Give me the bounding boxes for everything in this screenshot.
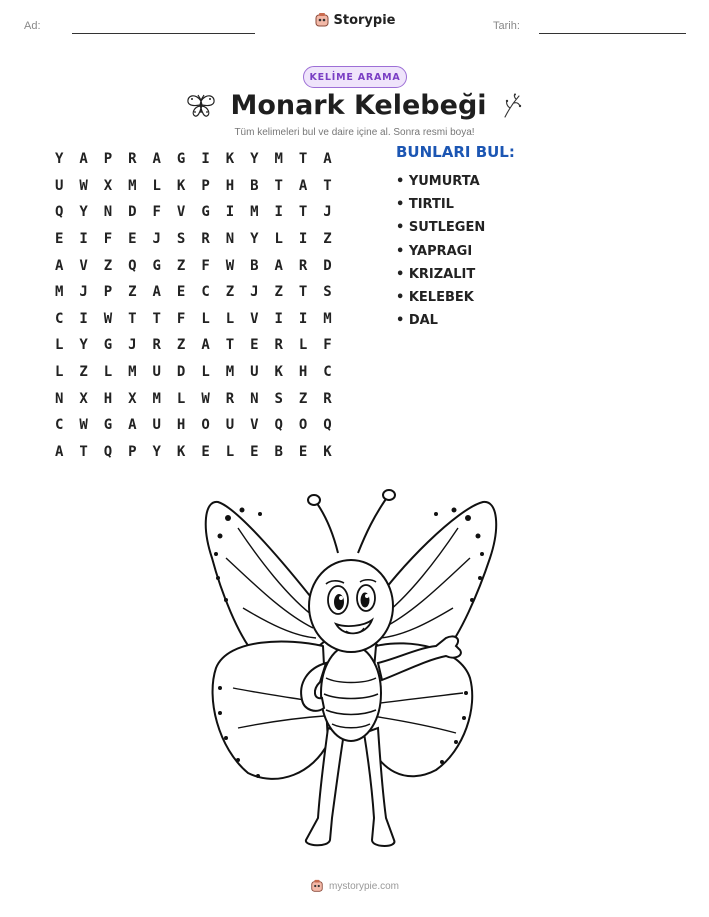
grid-letter[interactable]: Z [176,337,186,354]
grid-letter[interactable]: Y [79,337,88,354]
grid-letter[interactable]: P [128,443,137,460]
grid-letter[interactable]: E [298,443,308,460]
grid-letter[interactable]: G [103,337,113,354]
word-item: • TIRTIL [396,197,454,213]
grid-letter[interactable]: A [54,443,64,460]
date-label: Tarih: [493,20,520,32]
word-list [396,143,515,332]
grid-letter[interactable]: X [103,177,113,194]
grid-letter[interactable]: R [152,337,161,354]
grid-row [47,332,340,359]
grid-letter[interactable]: R [225,390,235,407]
grid-letter[interactable]: Y [250,151,259,168]
date-line [539,33,686,34]
grid-letter[interactable]: L [152,177,161,194]
instructions: Tüm kelimeleri bul ve daire içine al. Sonra resmi boya! [234,127,475,138]
grid-letter[interactable]: T [298,151,308,168]
grid-letter[interactable]: F [323,337,332,354]
grid-letter[interactable]: J [250,284,259,301]
grid-letter[interactable]: C [323,364,332,381]
grid-letter[interactable]: C [201,284,210,301]
grid-letter[interactable]: A [79,151,88,168]
grid-letter[interactable]: E [176,284,186,301]
grid-letter[interactable]: Z [128,284,137,301]
grid-letter[interactable]: P [103,284,113,301]
grid-letter[interactable]: P [201,177,210,194]
grid-letter[interactable]: H [176,417,186,434]
grid-letter[interactable]: K [176,443,186,460]
grid-letter[interactable]: L [54,337,64,354]
grid-letter[interactable]: T [298,204,308,221]
grid-letter[interactable]: J [323,204,332,221]
grid-letter[interactable]: Z [176,257,186,274]
grid-letter[interactable]: L [201,310,210,327]
grid-row [47,359,340,386]
word-search-badge: KELİME ARAMA [303,66,407,88]
grid-row [47,306,340,333]
grid-letter[interactable]: Z [298,390,308,407]
grid-letter[interactable]: G [176,151,186,168]
grid-letter[interactable]: A [274,257,283,274]
grid-letter[interactable]: T [274,177,283,194]
grid-letter[interactable]: K [274,364,283,381]
grid-letter[interactable]: M [152,390,161,407]
grid-letter[interactable]: B [250,177,259,194]
grid-letter[interactable]: D [176,364,186,381]
grid-letter[interactable]: E [201,443,210,460]
grid-letter[interactable]: I [225,204,235,221]
grid-letter[interactable]: M [54,284,64,301]
grid-letter[interactable]: H [298,364,308,381]
grid-letter[interactable]: J [152,231,161,248]
title-row [0,90,709,121]
grid-letter[interactable]: I [79,231,88,248]
grid-letter[interactable]: V [250,310,259,327]
grid-row [47,439,340,466]
grid-letter[interactable]: I [201,151,210,168]
grid-letter[interactable]: T [128,310,137,327]
grid-letter[interactable]: E [250,443,259,460]
grid-letter[interactable]: K [323,443,332,460]
grid-letter[interactable]: Q [54,204,64,221]
grid-letter[interactable]: E [250,337,259,354]
word-list-title: BUNLARI BUL: [396,143,515,161]
grid-letter[interactable]: Z [79,364,88,381]
brand-name: Storypie [333,12,396,28]
storypie-logo-icon [310,879,324,893]
grid-letter[interactable]: T [298,284,308,301]
grid-letter[interactable]: L [176,390,186,407]
grid-letter[interactable]: A [323,151,332,168]
grid-letter[interactable]: Q [323,417,332,434]
grid-letter[interactable]: A [201,337,210,354]
grid-letter[interactable]: M [274,151,283,168]
grid-letter[interactable]: R [323,390,332,407]
grid-letter[interactable]: F [103,231,113,248]
word-item: • DAL [396,313,438,329]
footer-url: mystorypie.com [328,880,399,892]
grid-letter[interactable]: N [54,390,64,407]
grid-row [47,173,340,200]
name-label: Ad: [24,20,41,32]
grid-letter[interactable]: A [152,284,161,301]
grid-letter[interactable]: X [79,390,88,407]
grid-letter[interactable]: W [103,310,113,327]
grid-letter[interactable]: O [201,417,210,434]
grid-letter[interactable]: Z [323,231,332,248]
grid-letter[interactable]: H [103,390,113,407]
grid-letter[interactable]: Y [152,443,161,460]
grid-letter[interactable]: Z [225,284,235,301]
grid-letter[interactable]: A [298,177,308,194]
butterfly-character-coloring-image [198,488,498,873]
grid-letter[interactable]: D [323,257,332,274]
grid-letter[interactable]: F [152,204,161,221]
page-title: Monark Kelebeği [230,90,487,121]
grid-letter[interactable]: N [250,390,259,407]
grid-letter[interactable]: Y [54,151,64,168]
grid-letter[interactable]: I [274,310,283,327]
grid-letter[interactable]: A [128,417,137,434]
grid-letter[interactable]: I [298,310,308,327]
grid-letter[interactable]: U [225,417,235,434]
grid-letter[interactable]: Q [103,443,113,460]
grid-letter[interactable]: F [176,310,186,327]
grid-letter[interactable]: T [79,443,88,460]
grid-letter[interactable]: Y [250,231,259,248]
grid-letter[interactable]: P [103,151,113,168]
grid-letter[interactable]: K [225,151,235,168]
grid-letter[interactable]: M [128,364,137,381]
grid-letter[interactable]: R [298,257,308,274]
grid-letter[interactable]: V [176,204,186,221]
grid-letter[interactable]: F [201,257,210,274]
grid-letter[interactable]: T [323,177,332,194]
grid-letter[interactable]: U [152,364,161,381]
grid-letter[interactable]: D [128,204,137,221]
word-item: • YUMURTA [396,174,480,190]
grid-letter[interactable]: J [79,284,88,301]
grid-letter[interactable]: S [323,284,332,301]
twig-icon [501,93,523,119]
grid-letter[interactable]: S [274,390,283,407]
grid-letter[interactable]: R [201,231,210,248]
grid-letter[interactable]: N [103,204,113,221]
grid-letter[interactable]: U [250,364,259,381]
grid-letter[interactable]: E [54,231,64,248]
footer [0,879,709,893]
grid-row [47,146,340,173]
grid-letter[interactable]: Z [103,257,113,274]
grid-letter[interactable]: T [225,337,235,354]
grid-letter[interactable]: K [176,177,186,194]
grid-letter[interactable]: C [54,310,64,327]
grid-letter[interactable]: B [250,257,259,274]
grid-letter[interactable]: L [225,310,235,327]
name-line [72,33,255,34]
grid-letter[interactable]: Q [274,417,283,434]
grid-letter[interactable]: I [274,204,283,221]
grid-row [47,199,340,226]
grid-letter[interactable]: B [274,443,283,460]
grid-letter[interactable]: L [274,231,283,248]
grid-letter[interactable]: V [250,417,259,434]
grid-letter[interactable]: N [225,231,235,248]
grid-letter[interactable]: W [79,177,88,194]
word-item: • YAPRAGI [396,243,473,259]
grid-letter[interactable]: Q [128,257,137,274]
grid-letter[interactable]: I [298,231,308,248]
grid-letter[interactable]: V [79,257,88,274]
grid-letter[interactable]: I [79,310,88,327]
grid-letter[interactable]: R [128,151,137,168]
grid-letter[interactable]: M [250,204,259,221]
grid-letter[interactable]: Y [79,204,88,221]
grid-row [47,279,340,306]
grid-letter[interactable]: G [152,257,161,274]
brand [0,12,709,28]
letter-grid [47,146,340,465]
grid-letter[interactable]: O [298,417,308,434]
grid-letter[interactable]: C [54,417,64,434]
grid-letter[interactable]: R [274,337,283,354]
grid-letter[interactable]: U [152,417,161,434]
butterfly-icon [186,93,216,119]
storypie-logo-icon [314,12,330,28]
grid-letter[interactable]: A [152,151,161,168]
word-item: • KELEBEK [396,290,474,306]
grid-letter[interactable]: G [103,417,113,434]
grid-letter[interactable]: L [225,443,235,460]
word-item: • SUTLEGEN [396,220,486,236]
grid-letter[interactable]: U [54,177,64,194]
grid-letter[interactable]: M [323,310,332,327]
grid-letter[interactable]: Z [274,284,283,301]
grid-letter[interactable]: T [152,310,161,327]
word-item: • KRIZALIT [396,266,476,282]
grid-letter[interactable]: L [103,364,113,381]
grid-letter[interactable]: L [201,364,210,381]
grid-letter[interactable]: M [128,177,137,194]
grid-letter[interactable]: X [128,390,137,407]
grid-row [47,226,340,253]
grid-letter[interactable]: H [225,177,235,194]
grid-letter[interactable]: W [225,257,235,274]
grid-letter[interactable]: W [201,390,210,407]
grid-letter[interactable]: L [54,364,64,381]
grid-letter[interactable]: A [54,257,64,274]
grid-letter[interactable]: M [225,364,235,381]
grid-row [47,252,340,279]
grid-row [47,385,340,412]
grid-letter[interactable]: E [128,231,137,248]
grid-letter[interactable]: J [128,337,137,354]
grid-row [47,412,340,439]
grid-letter[interactable]: S [176,231,186,248]
grid-letter[interactable]: W [79,417,88,434]
grid-letter[interactable]: G [201,204,210,221]
grid-letter[interactable]: L [298,337,308,354]
